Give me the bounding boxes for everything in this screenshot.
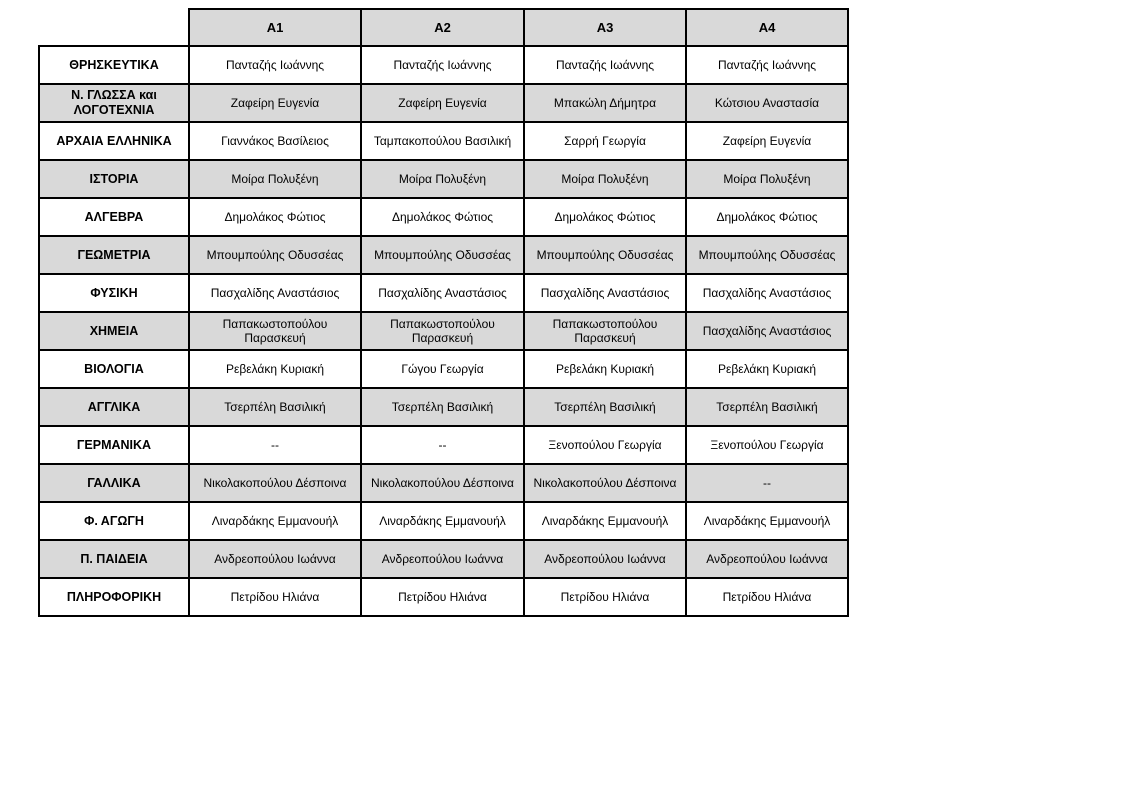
teacher-cell: Ταμπακοπούλου Βασιλική bbox=[361, 122, 524, 160]
teacher-cell: Πασχαλίδης Αναστάσιος bbox=[361, 274, 524, 312]
teacher-cell: -- bbox=[686, 464, 848, 502]
table-row bbox=[39, 312, 848, 350]
teacher-cell: Μπακώλη Δήμητρα bbox=[524, 84, 686, 122]
table-row bbox=[39, 578, 848, 616]
teacher-cell: Νικολακοπούλου Δέσποινα bbox=[524, 464, 686, 502]
teacher-cell: Πανταζής Ιωάννης bbox=[524, 46, 686, 84]
table-row bbox=[39, 502, 848, 540]
teacher-cell: Ξενοπούλου Γεωργία bbox=[524, 426, 686, 464]
column-header-a1: A1 bbox=[189, 9, 361, 46]
subject-label: ΓΑΛΛΙΚΑ bbox=[39, 464, 189, 502]
subject-label: ΠΛΗΡΟΦΟΡΙΚΗ bbox=[39, 578, 189, 616]
teacher-cell: Γιαννάκος Βασίλειος bbox=[189, 122, 361, 160]
table-row bbox=[39, 350, 848, 388]
subject-label: ΒΙΟΛΟΓΙΑ bbox=[39, 350, 189, 388]
subject-label: ΧΗΜΕΙΑ bbox=[39, 312, 189, 350]
column-header-a2: A2 bbox=[361, 9, 524, 46]
table-row bbox=[39, 160, 848, 198]
subject-label: ΙΣΤΟΡΙΑ bbox=[39, 160, 189, 198]
teacher-cell: Ανδρεοπούλου Ιωάννα bbox=[361, 540, 524, 578]
subject-label: ΦΥΣΙΚΗ bbox=[39, 274, 189, 312]
teacher-cell: Μοίρα Πολυξένη bbox=[189, 160, 361, 198]
subject-label: ΓΕΩΜΕΤΡΙΑ bbox=[39, 236, 189, 274]
teacher-cell: Πετρίδου Ηλιάνα bbox=[361, 578, 524, 616]
teacher-cell: Πανταζής Ιωάννης bbox=[686, 46, 848, 84]
table-body bbox=[39, 46, 848, 616]
teacher-cell: Τσερπέλη Βασιλική bbox=[524, 388, 686, 426]
teacher-cell: Ανδρεοπούλου Ιωάννα bbox=[189, 540, 361, 578]
subject-label: ΘΡΗΣΚΕΥΤΙΚΑ bbox=[39, 46, 189, 84]
teacher-cell: Σαρρή Γεωργία bbox=[524, 122, 686, 160]
teacher-cell: -- bbox=[189, 426, 361, 464]
table-row bbox=[39, 426, 848, 464]
teacher-cell: Ξενοπούλου Γεωργία bbox=[686, 426, 848, 464]
subject-label: Π. ΠΑΙΔΕΙΑ bbox=[39, 540, 189, 578]
teacher-cell: Πανταζής Ιωάννης bbox=[361, 46, 524, 84]
teacher-cell: Λιναρδάκης Εμμανουήλ bbox=[361, 502, 524, 540]
teacher-cell: Πετρίδου Ηλιάνα bbox=[189, 578, 361, 616]
subject-label: Ν. ΓΛΩΣΣΑ και ΛΟΓΟΤΕΧΝΙΑ bbox=[39, 84, 189, 122]
teacher-cell: Δημολάκος Φώτιος bbox=[686, 198, 848, 236]
teacher-cell: Δημολάκος Φώτιος bbox=[361, 198, 524, 236]
teacher-cell: Λιναρδάκης Εμμανουήλ bbox=[524, 502, 686, 540]
table-row bbox=[39, 84, 848, 122]
corner-cell bbox=[39, 9, 189, 46]
teacher-cell: Ζαφείρη Ευγενία bbox=[361, 84, 524, 122]
teacher-cell: Τσερπέλη Βασιλική bbox=[361, 388, 524, 426]
teacher-cell: Ζαφείρη Ευγενία bbox=[686, 122, 848, 160]
subject-label: Φ. ΑΓΩΓΗ bbox=[39, 502, 189, 540]
table-row bbox=[39, 464, 848, 502]
teacher-cell: Μοίρα Πολυξένη bbox=[686, 160, 848, 198]
subject-label: ΑΓΓΛΙΚΑ bbox=[39, 388, 189, 426]
teacher-cell: Μπουμπούλης Οδυσσέας bbox=[524, 236, 686, 274]
table-row bbox=[39, 122, 848, 160]
table-row bbox=[39, 198, 848, 236]
teacher-cell: Μοίρα Πολυξένη bbox=[361, 160, 524, 198]
header-row bbox=[39, 9, 848, 46]
teacher-cell: Ρεβελάκη Κυριακή bbox=[686, 350, 848, 388]
teacher-cell: Μπουμπούλης Οδυσσέας bbox=[686, 236, 848, 274]
teacher-cell: Παπακωστοπούλου Παρασκευή bbox=[189, 312, 361, 350]
teacher-cell: Ρεβελάκη Κυριακή bbox=[524, 350, 686, 388]
teacher-cell: Νικολακοπούλου Δέσποινα bbox=[361, 464, 524, 502]
teacher-cell: Ρεβελάκη Κυριακή bbox=[189, 350, 361, 388]
teacher-cell: Νικολακοπούλου Δέσποινα bbox=[189, 464, 361, 502]
teacher-cell: Γώγου Γεωργία bbox=[361, 350, 524, 388]
table-row bbox=[39, 540, 848, 578]
table-row bbox=[39, 236, 848, 274]
table-row bbox=[39, 46, 848, 84]
teacher-cell: Πασχαλίδης Αναστάσιος bbox=[524, 274, 686, 312]
teacher-cell: Κώτσιου Αναστασία bbox=[686, 84, 848, 122]
teacher-cell: Μοίρα Πολυξένη bbox=[524, 160, 686, 198]
teacher-cell: Πετρίδου Ηλιάνα bbox=[524, 578, 686, 616]
teacher-cell: Τσερπέλη Βασιλική bbox=[189, 388, 361, 426]
teacher-cell: Λιναρδάκης Εμμανουήλ bbox=[189, 502, 361, 540]
subject-label: ΓΕΡΜΑΝΙΚΑ bbox=[39, 426, 189, 464]
table-row bbox=[39, 388, 848, 426]
column-header-a4: A4 bbox=[686, 9, 848, 46]
teacher-assignment-table bbox=[38, 8, 849, 617]
teacher-cell: Πασχαλίδης Αναστάσιος bbox=[189, 274, 361, 312]
teacher-cell: -- bbox=[361, 426, 524, 464]
teacher-cell: Τσερπέλη Βασιλική bbox=[686, 388, 848, 426]
teacher-cell: Δημολάκος Φώτιος bbox=[189, 198, 361, 236]
table-row bbox=[39, 274, 848, 312]
teacher-cell: Παπακωστοπούλου Παρασκευή bbox=[524, 312, 686, 350]
teacher-cell: Πετρίδου Ηλιάνα bbox=[686, 578, 848, 616]
teacher-cell: Ανδρεοπούλου Ιωάννα bbox=[686, 540, 848, 578]
subject-label: ΑΛΓΕΒΡΑ bbox=[39, 198, 189, 236]
teacher-cell: Ανδρεοπούλου Ιωάννα bbox=[524, 540, 686, 578]
teacher-cell: Πασχαλίδης Αναστάσιος bbox=[686, 312, 848, 350]
teacher-cell: Μπουμπούλης Οδυσσέας bbox=[361, 236, 524, 274]
teacher-cell: Πασχαλίδης Αναστάσιος bbox=[686, 274, 848, 312]
column-header-a3: A3 bbox=[524, 9, 686, 46]
teacher-cell: Μπουμπούλης Οδυσσέας bbox=[189, 236, 361, 274]
subject-label: ΑΡΧΑΙΑ ΕΛΛΗΝΙΚΑ bbox=[39, 122, 189, 160]
teacher-cell: Λιναρδάκης Εμμανουήλ bbox=[686, 502, 848, 540]
teacher-cell: Δημολάκος Φώτιος bbox=[524, 198, 686, 236]
teacher-cell: Πανταζής Ιωάννης bbox=[189, 46, 361, 84]
teacher-cell: Παπακωστοπούλου Παρασκευή bbox=[361, 312, 524, 350]
teacher-cell: Ζαφείρη Ευγενία bbox=[189, 84, 361, 122]
